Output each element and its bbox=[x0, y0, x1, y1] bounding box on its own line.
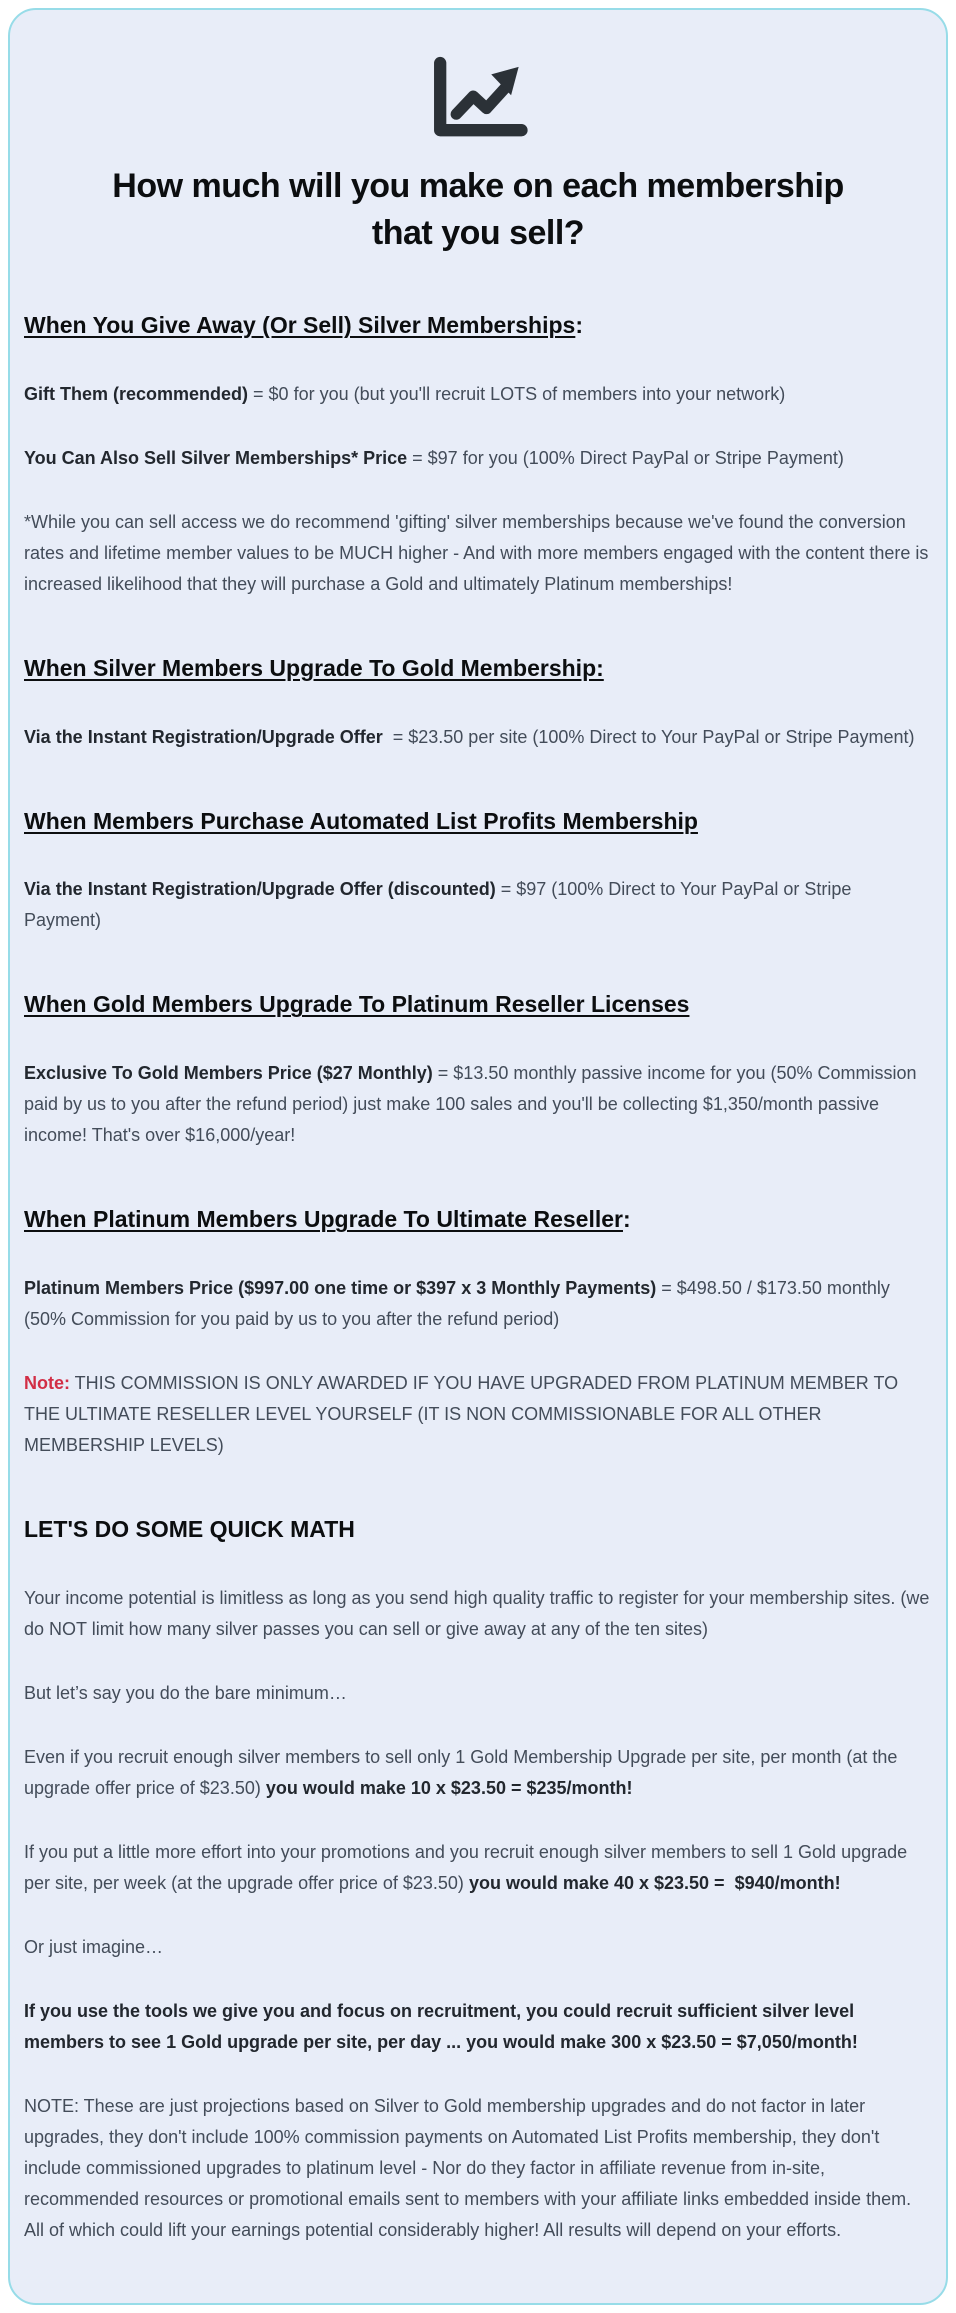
body-text: = $13.50 monthly passive income for you (50% Commission paid by us to you after the refund period) just make 100 sales and you'll be collecting $1,350/month passive income! That's over $16,000/year! bbox=[24, 1063, 917, 1146]
paragraph bbox=[24, 1837, 932, 1899]
section-heading-text: When Gold Members Upgrade To Platinum Reseller Licenses bbox=[24, 991, 690, 1018]
body-text: = $498.50 / $173.50 monthly (50% Commission for you paid by us to you after the refund period) bbox=[24, 1278, 890, 1330]
note-label: Note: bbox=[24, 1373, 70, 1394]
paragraph bbox=[24, 443, 932, 474]
paragraph bbox=[24, 1583, 932, 1645]
body-text: But let’s say you do the bare minimum… bbox=[24, 1683, 347, 1704]
paragraph bbox=[24, 1058, 932, 1151]
paragraph bbox=[24, 379, 932, 410]
body-text: THIS COMMISSION IS ONLY AWARDED IF YOU HAVE UPGRADED FROM PLATINUM MEMBER TO THE ULTIMATE RESELLER LEVEL YOURSELF (IT IS NON COMMISSIONABLE FOR ALL OTHER MEMBERSHIP LEVELS) bbox=[24, 1373, 899, 1456]
chart-up-icon bbox=[24, 56, 932, 147]
emphasis-text: Via the Instant Registration/Upgrade Offer bbox=[24, 726, 383, 747]
paragraph bbox=[24, 1678, 932, 1709]
section-heading bbox=[24, 654, 932, 684]
emphasis-text: Platinum Members Price ($997.00 one time or $397 x 3 Monthly Payments) bbox=[24, 1278, 657, 1299]
emphasis-text: Exclusive To Gold Members Price ($27 Monthly) bbox=[24, 1063, 433, 1084]
section-heading-text: When Silver Members Upgrade To Gold Membership: bbox=[24, 654, 604, 681]
emphasis-text: you would make 40 x $23.50 = $940/month! bbox=[468, 1873, 841, 1894]
body-text: Even if you recruit enough silver members to sell only 1 Gold Membership Upgrade per site, per month (at the upgrade offer price of $23.50) bbox=[24, 1747, 898, 1799]
emphasis-text: If you use the tools we give you and focus on recruitment, you could recruit sufficient silver level members to see 1 Gold upgrade per site, per day ... you would make 300 x $23.50 = $7,050/month! bbox=[24, 2001, 858, 2053]
paragraph bbox=[24, 507, 932, 600]
section-heading-text: LET'S DO SOME QUICK MATH bbox=[24, 1516, 355, 1543]
section-heading bbox=[24, 807, 932, 837]
section-heading-text: When Platinum Members Upgrade To Ultimate Reseller bbox=[24, 1206, 623, 1233]
paragraph bbox=[24, 1742, 932, 1804]
content-body bbox=[24, 311, 932, 2246]
paragraph bbox=[24, 1273, 932, 1335]
body-text: Your income potential is limitless as long as you send high quality traffic to register for your membership sites. (we do NOT limit how many silver passes you can sell or give away at any of the ten sites) bbox=[24, 1588, 930, 1640]
body-text: = $97 for you (100% Direct PayPal or Stripe Payment) bbox=[407, 447, 844, 468]
section-heading bbox=[24, 311, 932, 341]
section-heading-tail: : bbox=[622, 1206, 631, 1233]
emphasis-text: Via the Instant Registration/Upgrade Offer (discounted) bbox=[24, 879, 496, 900]
content-card bbox=[8, 8, 948, 2305]
section-heading-tail: : bbox=[575, 311, 583, 338]
section-heading bbox=[24, 990, 932, 1020]
body-text: Or just imagine… bbox=[24, 1937, 164, 1958]
section-heading-text: When Members Purchase Automated List Profits Membership bbox=[24, 807, 698, 834]
paragraph bbox=[24, 722, 932, 753]
body-text: = $23.50 per site (100% Direct to Your PayPal or Stripe Payment) bbox=[382, 726, 915, 747]
paragraph bbox=[24, 1368, 932, 1461]
paragraph bbox=[24, 1996, 932, 2058]
body-text: If you put a little more effort into your promotions and you recruit enough silver members to sell 1 Gold upgrade per site, per week (at the upgrade offer price of $23.50) bbox=[24, 1842, 908, 1894]
emphasis-text: Gift Them (recommended) bbox=[24, 383, 249, 404]
emphasis-text: You Can Also Sell Silver Memberships* Price bbox=[24, 447, 408, 468]
paragraph bbox=[24, 2091, 932, 2246]
emphasis-text: you would make 10 x $23.50 = $235/month! bbox=[265, 1778, 633, 1799]
page-title: How much will you make on each membership that you sell? bbox=[112, 167, 844, 252]
section-subheading bbox=[24, 1515, 932, 1545]
paragraph bbox=[24, 874, 932, 936]
section-heading-text: When You Give Away (Or Sell) Silver Memberships bbox=[24, 311, 576, 338]
body-text: = $0 for you (but you'll recruit LOTS of members into your network) bbox=[248, 383, 786, 404]
body-text: = $97 (100% Direct to Your PayPal or Stripe Payment) bbox=[24, 879, 852, 931]
section-heading bbox=[24, 1205, 932, 1235]
body-text: *While you can sell access we do recommend 'gifting' silver memberships because we've found the conversion rates and lifetime member values to be MUCH higher - And with more members engaged with the content there is increased likelihood that they will purchase a Gold and ultimately Platinum memberships! bbox=[24, 511, 929, 594]
paragraph bbox=[24, 1932, 932, 1963]
body-text: NOTE: These are just projections based on Silver to Gold membership upgrades and do not factor in later upgrades, they don't include 100% commission payments on Automated List Profits membership, they don't include commissioned upgrades to platinum level - Nor do they factor in affiliate revenue from in-site, recommended resources or promotional emails sent to members with your affiliate links embedded inside them. All of which could lift your earnings potential considerably higher! All results will depend on your efforts. bbox=[24, 2096, 912, 2241]
